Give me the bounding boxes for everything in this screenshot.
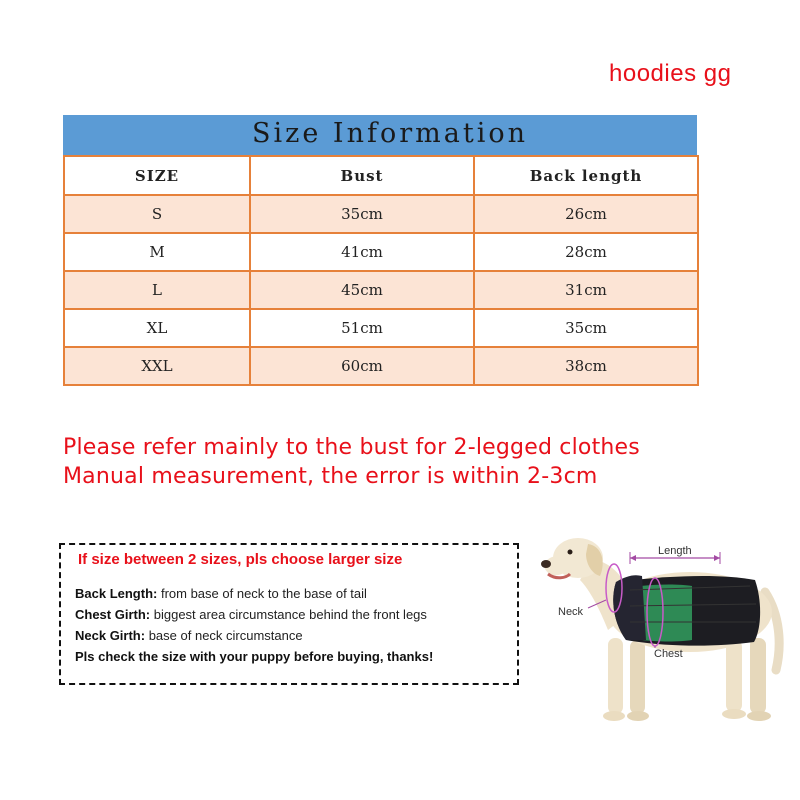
- brand-watermark: hoodies gg: [609, 60, 732, 87]
- note-measurement-error: Manual measurement, the error is within 2-3cm: [63, 464, 598, 489]
- dog-back-leg: [750, 638, 766, 714]
- size-cell: XXL: [64, 347, 250, 385]
- back-length-line: [75, 583, 433, 604]
- table-title: Size Information: [63, 115, 697, 155]
- sizing-tip-box: [59, 543, 519, 685]
- chest-girth-label: Chest Girth:: [75, 607, 151, 622]
- header-size: SIZE: [64, 156, 250, 195]
- header-bust: Bust: [250, 156, 474, 195]
- bust-cell: 60cm: [250, 347, 474, 385]
- back-length-cell: 38cm: [474, 347, 698, 385]
- check-size-line: Pls check the size with your puppy before buying, thanks!: [75, 649, 434, 664]
- back-length-cell: 28cm: [474, 233, 698, 271]
- back-length-text: from base of neck to the base of tail: [160, 586, 367, 601]
- chest-girth-text: biggest area circumstance behind the front legs: [153, 607, 427, 622]
- back-length-cell: 26cm: [474, 195, 698, 233]
- table-row: [64, 233, 698, 271]
- neck-girth-label: Neck Girth:: [75, 628, 146, 643]
- tip-lines: [75, 583, 433, 667]
- back-length-cell: 31cm: [474, 271, 698, 309]
- bust-cell: 45cm: [250, 271, 474, 309]
- size-grid: [63, 155, 699, 386]
- table-row: [64, 347, 698, 385]
- table-row: [64, 271, 698, 309]
- back-length-label: Back Length:: [75, 586, 158, 601]
- size-cell: XL: [64, 309, 250, 347]
- measurement-notes: [63, 433, 640, 491]
- bust-cell: 41cm: [250, 233, 474, 271]
- dog-front-leg: [630, 640, 645, 714]
- size-cell: S: [64, 195, 250, 233]
- header-row: [64, 156, 698, 195]
- back-length-cell: 35cm: [474, 309, 698, 347]
- dog-back-leg: [726, 640, 742, 712]
- neck-girth-text: base of neck circumstance: [148, 628, 303, 643]
- dog-measurement-figure: [530, 520, 800, 730]
- neck-label: Neck: [558, 606, 584, 618]
- table-row: [64, 309, 698, 347]
- length-label: Length: [658, 545, 692, 557]
- neck-girth-line: [75, 625, 433, 646]
- note-bust-reference: Please refer mainly to the bust for 2-legged clothes: [63, 435, 640, 460]
- size-cell: M: [64, 233, 250, 271]
- dog-front-leg: [608, 638, 623, 714]
- bust-cell: 51cm: [250, 309, 474, 347]
- chest-label: Chest: [654, 648, 683, 660]
- header-back-length: Back length: [474, 156, 698, 195]
- chest-girth-line: [75, 604, 433, 625]
- table-row: [64, 195, 698, 233]
- size-cell: L: [64, 271, 250, 309]
- tip-title: If size between 2 sizes, pls choose larger size: [78, 551, 403, 568]
- size-information-table: [63, 115, 697, 386]
- bust-cell: 35cm: [250, 195, 474, 233]
